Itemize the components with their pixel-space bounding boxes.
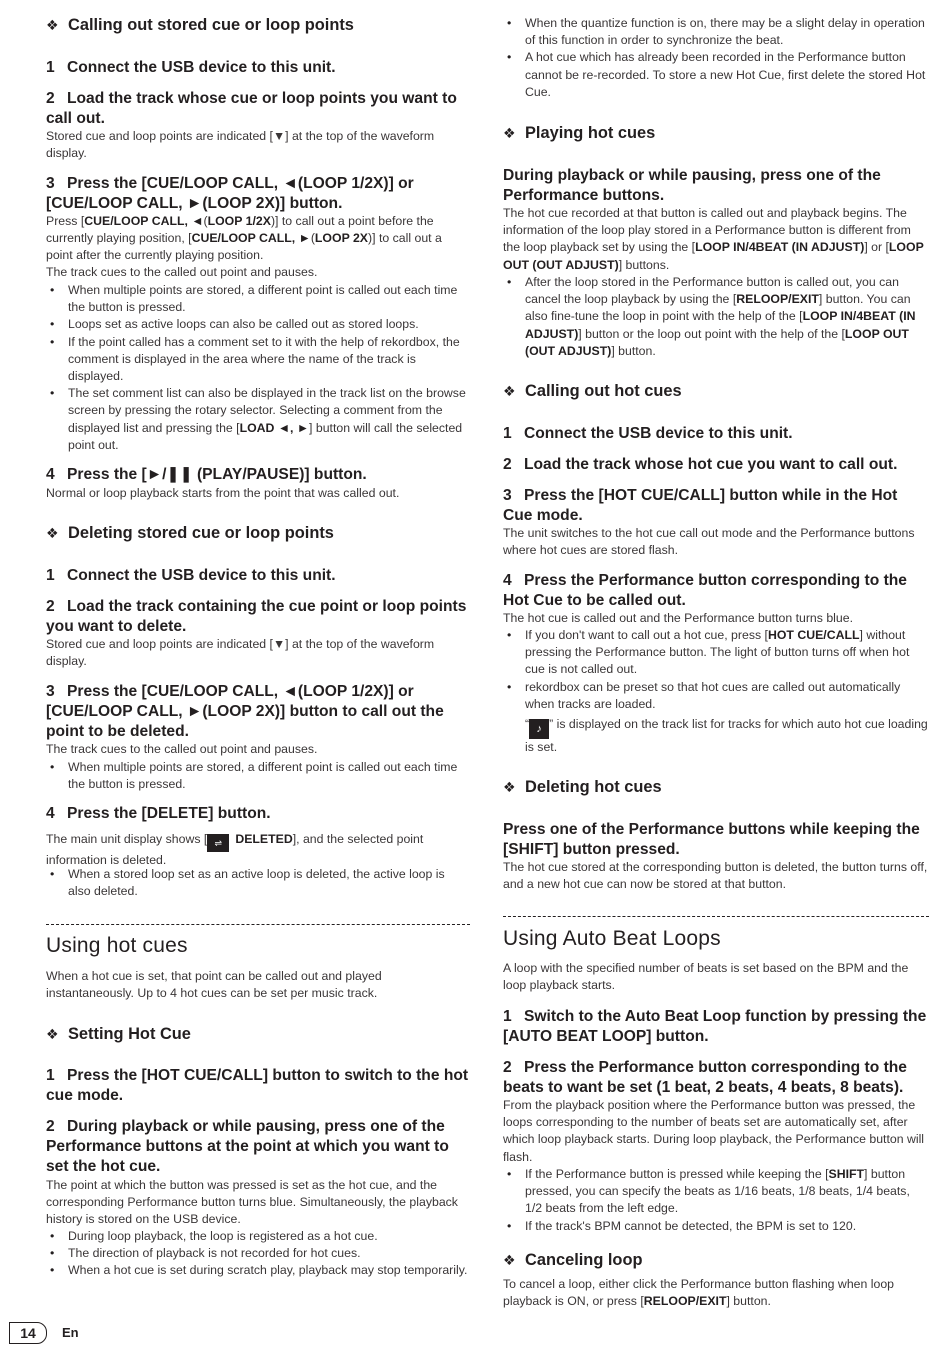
body-text: When a hot cue is set, that point can be called out and played instantaneously. Up to 4 hot cues can be set per music track. — [46, 969, 382, 1001]
list-item: • If the Performance button is pressed while keeping the [SHIFT] button pressed, you can specify the beats as 1/16 beats, 1/8 beats, 1/4 beats, 1/2 beats from the left edge. — [503, 1166, 929, 1218]
list-item: • A hot cue which has already been recorded in the Performance button cannot be re-recorded. To store a new Hot Cue, first delete the stored Hot Cue. — [503, 49, 929, 101]
step-heading: 1 Connect the USB device to this unit. — [46, 59, 336, 76]
list-item: • The direction of playback is not recorded for hot cues. — [46, 1245, 470, 1262]
body-text: To cancel a loop, either click the Performance button flashing when loop playback is ON, or press [RELOOP/EXIT] button. — [503, 1277, 894, 1309]
list-item: • The set comment list can also be displayed in the track list on the browse screen by pressing the rotary selector. Selecting a comment from the displayed list and pressing the [LOAD ◄, ►] button will call the selected point out. — [46, 385, 470, 454]
list-item: • If the track's BPM cannot be detected, the BPM is set to 120. — [503, 1218, 929, 1235]
page-number: 14 — [9, 1322, 47, 1344]
language-label: En — [62, 1325, 79, 1340]
bullet-list — [46, 866, 470, 900]
diamond-bullet-icon: ❖ — [46, 525, 59, 541]
list-item: • When multiple points are stored, a different point is called out each time the button is pressed. — [46, 282, 470, 316]
list-item: • When a hot cue is set during scratch play, playback may stop temporarily. — [46, 1262, 470, 1279]
section-divider — [46, 924, 470, 925]
list-item: • rekordbox can be preset so that hot cues are called out automatically when tracks are loaded. — [503, 679, 929, 713]
list-item: • During loop playback, the loop is registered as a hot cue. — [46, 1228, 470, 1245]
bullet-list — [503, 274, 929, 360]
section-heading: ❖ Deleting hot cues — [503, 778, 662, 796]
auto-hot-cue-icon: ♪ — [529, 719, 549, 739]
section-heading: ❖ Playing hot cues — [503, 124, 656, 142]
body-text: “ ♪ ” is displayed on the track list for tracks for which auto hot cue loading is set. — [525, 717, 928, 754]
usb-icon: ⇌ — [207, 834, 229, 852]
step-heading: During playback or while pausing, press one of the Performance buttons. — [503, 167, 881, 204]
step-heading: 1 Switch to the Auto Beat Loop function by pressing the [AUTO BEAT LOOP] button. — [503, 1008, 927, 1045]
diamond-bullet-icon: ❖ — [503, 1252, 516, 1268]
step-heading: 1 Connect the USB device to this unit. — [46, 567, 336, 584]
step-heading: 4 Press the [►/❚❚ (PLAY/PAUSE)] button. — [46, 466, 367, 483]
chapter-heading: Using Auto Beat Loops — [503, 927, 721, 950]
section-divider — [503, 916, 929, 917]
diamond-bullet-icon: ❖ — [503, 125, 516, 141]
list-item: • After the loop stored in the Performance button is called out, you can cancel the loop playback by using the [RELOOP/EXIT] button. You can also fine-tune the loop in point with the help of the [LOOP IN/4BEAT (IN ADJUST)] button or the loop out point with the help of the [LOOP OUT (OUT ADJUST)] button. — [503, 274, 929, 360]
body-text: Stored cue and loop points are indicated [▼] at the top of the waveform display. — [46, 129, 435, 161]
diamond-bullet-icon: ❖ — [46, 1026, 59, 1042]
step-heading: 3 Press the [CUE/LOOP CALL, ◄(LOOP 1/2X)] or [CUE/LOOP CALL, ►(LOOP 2X)] button to call out the point to be deleted. — [46, 683, 444, 740]
chapter-heading: Using hot cues — [46, 934, 188, 957]
body-text: The unit switches to the hot cue call out mode and the Performance buttons where hot cues are stored flash. — [503, 526, 915, 558]
body-text: The hot cue is called out and the Performance button turns blue. — [503, 611, 853, 625]
step-heading: 1 Connect the USB device to this unit. — [503, 425, 793, 442]
step-heading: 3 Press the [HOT CUE/CALL] button while in the Hot Cue mode. — [503, 487, 898, 524]
body-text: Stored cue and loop points are indicated [▼] at the top of the waveform display. — [46, 637, 435, 669]
body-text: The track cues to the called out point and pauses. — [46, 265, 318, 279]
list-item: • If you don't want to call out a hot cue, press [HOT CUE/CALL] without pressing the Performance button. The light of button turns off when hot cue is not called out. — [503, 627, 929, 679]
bullet-list — [46, 1228, 470, 1280]
body-text: The track cues to the called out point and pauses. — [46, 742, 318, 756]
step-heading: 2 During playback or while pausing, press one of the Performance buttons at the point at which you want to set the hot cue. — [46, 1118, 449, 1175]
bullet-list — [46, 759, 470, 793]
step-heading: 4 Press the Performance button corresponding to the Hot Cue to be called out. — [503, 572, 907, 609]
section-heading: ❖ Calling out stored cue or loop points — [46, 16, 354, 34]
body-text: The hot cue stored at the corresponding button is deleted, the button turns off, and a new hot cue can now be stored at that button. — [503, 860, 928, 892]
step-heading: 2 Load the track whose cue or loop points you want to call out. — [46, 90, 457, 127]
list-item: • When a stored loop set as an active loop is deleted, the active loop is also deleted. — [46, 866, 470, 900]
body-text: A loop with the specified number of beats is set based on the BPM and the loop playback starts. — [503, 961, 909, 993]
bullet-list — [503, 15, 929, 101]
step-heading: 1 Press the [HOT CUE/CALL] button to switch to the hot cue mode. — [46, 1067, 469, 1104]
body-text: Normal or loop playback starts from the point that was called out. — [46, 486, 400, 500]
body-text: The hot cue recorded at that button is called out and playback begins. The information of the loop play stored in a Performance button is different from the loop playback set by using the [LOOP IN/4BEAT (IN ADJUST)] or [LOOP OUT (OUT ADJUST)] buttons. — [503, 206, 924, 272]
body-text: The main unit display shows [ ⇌ DELETED], and the selected point information is deleted. — [46, 832, 424, 867]
section-heading: ❖ Setting Hot Cue — [46, 1025, 191, 1043]
section-heading: ❖ Deleting stored cue or loop points — [46, 524, 334, 542]
list-item: • If the point called has a comment set to it with the help of rekordbox, the comment is displayed in the area where the name of the track is displayed. — [46, 334, 470, 386]
diamond-bullet-icon: ❖ — [46, 17, 59, 33]
section-heading: ❖ Canceling loop — [503, 1251, 643, 1269]
bullet-list — [46, 282, 470, 454]
step-heading: 2 Press the Performance button corresponding to the beats to want be set (1 beat, 2 beats, 4 beats, 8 beats). — [503, 1059, 907, 1096]
step-heading: 3 Press the [CUE/LOOP CALL, ◄(LOOP 1/2X)] or [CUE/LOOP CALL, ►(LOOP 2X)] button. — [46, 175, 414, 212]
list-item: • When the quantize function is on, there may be a slight delay in operation of this function in order to synchronize the beat. — [503, 15, 929, 49]
list-item: • Loops set as active loops can also be called out as stored loops. — [46, 316, 470, 333]
bullet-list — [503, 627, 929, 713]
list-item: • When multiple points are stored, a different point is called out each time the button is pressed. — [46, 759, 470, 793]
diamond-bullet-icon: ❖ — [503, 779, 516, 795]
bullet-list — [503, 1166, 929, 1235]
step-heading: Press one of the Performance buttons while keeping the [SHIFT] button pressed. — [503, 821, 920, 858]
body-text: The point at which the button was pressed is set as the hot cue, and the corresponding Performance button turns blue. Simultaneously, the playback history is stored on the USB device. — [46, 1178, 458, 1227]
step-heading: 2 Load the track whose hot cue you want to call out. — [503, 456, 898, 473]
step-heading: 2 Load the track containing the cue point or loop points you want to delete. — [46, 598, 467, 635]
diamond-bullet-icon: ❖ — [503, 383, 516, 399]
body-text: From the playback position where the Performance button was pressed, the loops corresponding to the number of beats set are automatically set, after which loop playback starts. During loop playback, the Performance button will flash. — [503, 1098, 925, 1164]
section-heading: ❖ Calling out hot cues — [503, 382, 682, 400]
body-text: Press [CUE/LOOP CALL, ◄(LOOP 1/2X)] to call out a point before the currently playing position, [CUE/LOOP CALL, ►(LOOP 2X)] to call out a point after the currently playing position. — [46, 214, 442, 263]
step-heading: 4 Press the [DELETE] button. — [46, 805, 271, 822]
